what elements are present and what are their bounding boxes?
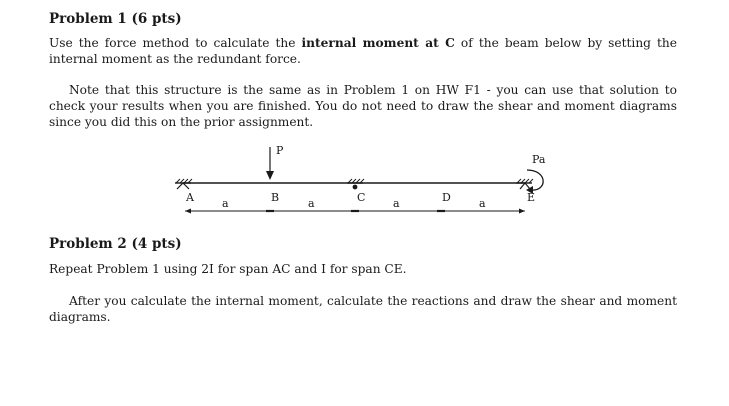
span-label-4: a	[479, 197, 486, 210]
problem1-intro-before: Use the force method to calculate the	[49, 36, 302, 50]
span-label-2: a	[308, 197, 315, 210]
span-label-3: a	[393, 197, 400, 210]
support-a-icon	[175, 179, 192, 189]
point-label-b: B	[271, 191, 280, 204]
point-label-d: D	[442, 191, 451, 204]
problem1-intro-bold: internal moment at C	[301, 36, 455, 50]
support-c-icon	[347, 179, 364, 189]
dimension-line	[185, 209, 525, 214]
point-load-arrow-icon	[266, 147, 274, 180]
problem1-intro-after: of the beam below by setting the internal moment as the redundant force.	[49, 36, 677, 66]
problem1-heading: Problem 1 (6 pts)	[49, 11, 182, 27]
point-label-e: E	[527, 191, 536, 204]
problem1-note: Note that this structure is the same as in Problem 1 on HW F1 - you can use that solution to check your results when you are finished. You do not need to draw the shear and moment diagrams since you did this on the prior assignment.	[49, 83, 677, 129]
span-label-1: a	[222, 197, 229, 210]
point-label-a: A	[186, 191, 194, 204]
load-label: P	[276, 144, 284, 157]
problem2-text: Repeat Problem 1 using 2I for span AC and I for span CE.	[49, 262, 407, 276]
problem2-heading: Problem 2 (4 pts)	[49, 236, 182, 252]
moment-label: Pa	[532, 153, 546, 166]
point-label-c: C	[357, 191, 366, 204]
problem2-followup: After you calculate the internal moment, calculate the reactions and draw the shear and moment diagrams.	[49, 294, 677, 324]
